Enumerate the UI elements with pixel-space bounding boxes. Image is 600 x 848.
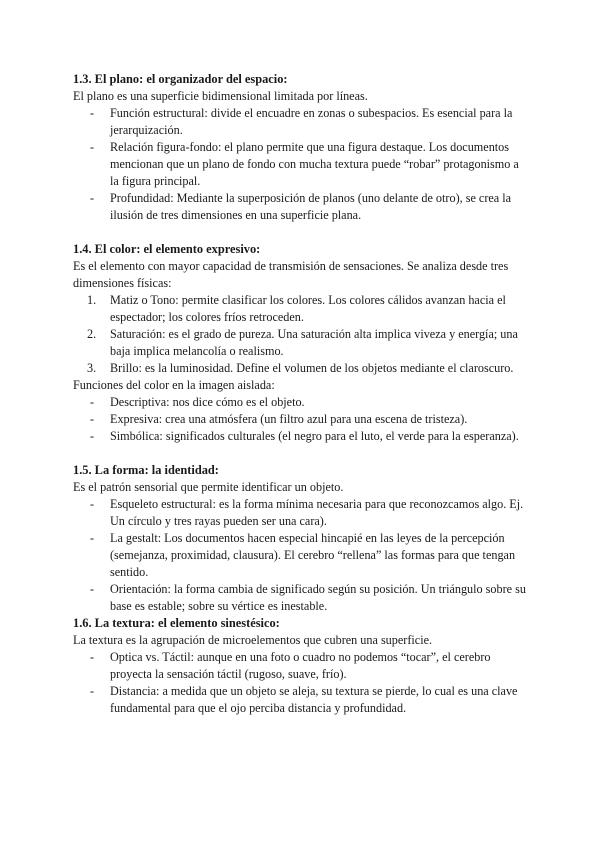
list-item-text: Esqueleto estructural: es la forma mínima necesaria para que reconozcamos algo. Ej. Un círculo y tres rayas pueden ser una cara). bbox=[110, 497, 524, 528]
list-item-text: Descriptiva: nos dice cómo es el objeto. bbox=[110, 395, 305, 409]
bullet-marker: - bbox=[90, 684, 95, 698]
numbered-list bbox=[73, 292, 528, 377]
list-item-text: Profundidad: Mediante la superposición de planos (uno delante de otro), se crea la ilusión de tres dimensiones en una superficie plana. bbox=[110, 191, 512, 222]
list-item-text: Relación figura-fondo: el plano permite que una figura destaque. Los documentos mencionan que un plano de fondo con mucha textura puede “robar” protagonismo a la figura principal. bbox=[110, 140, 519, 188]
list-item-text: Saturación: es el grado de pureza. Una saturación alta implica viveza y energía; una baja implica melancolía o realismo. bbox=[110, 327, 518, 358]
section-subintro: Funciones del color en la imagen aislada: bbox=[73, 378, 275, 392]
bullet-marker: - bbox=[90, 497, 95, 511]
list-item bbox=[73, 105, 528, 139]
bullet-marker: - bbox=[90, 531, 95, 545]
section-intro: El plano es una superficie bidimensional limitada por líneas. bbox=[73, 89, 368, 103]
section-textura bbox=[73, 615, 528, 717]
section-forma bbox=[73, 462, 528, 615]
list-item-text: Expresiva: crea una atmósfera (un filtro azul para una escena de tristeza). bbox=[110, 412, 468, 426]
number-marker: 2. bbox=[87, 327, 97, 341]
section-intro: La textura es la agrupación de microelementos que cubren una superficie. bbox=[73, 633, 433, 647]
number-marker: 1. bbox=[87, 293, 97, 307]
bullet-marker: - bbox=[90, 191, 95, 205]
list-item-text: Matiz o Tono: permite clasificar los colores. Los colores cálidos avanzan hacia el espectador; los colores fríos retroceden. bbox=[110, 293, 506, 324]
section-plano bbox=[73, 71, 528, 224]
list-item bbox=[73, 190, 528, 224]
list-item bbox=[73, 139, 528, 190]
bullet-marker: - bbox=[90, 412, 95, 426]
list-item bbox=[73, 326, 528, 360]
list-item bbox=[73, 649, 528, 683]
list-item bbox=[73, 394, 528, 411]
section-intro: Es el elemento con mayor capacidad de transmisión de sensaciones. Se analiza desde tres dimensiones físicas: bbox=[73, 259, 509, 290]
bullet-list bbox=[73, 394, 528, 445]
list-item bbox=[73, 530, 528, 581]
bullet-marker: - bbox=[90, 429, 95, 443]
section-heading: 1.6. La textura: el elemento sinestésico: bbox=[73, 616, 280, 630]
bullet-marker: - bbox=[90, 650, 95, 664]
list-item-text: Orientación: la forma cambia de significado según su posición. Un triángulo sobre su base es estable; sobre su vértice es inestable. bbox=[110, 582, 526, 613]
bullet-marker: - bbox=[90, 106, 95, 120]
list-item-text: Optica vs. Táctil: aunque en una foto o cuadro no podemos “tocar”, el cerebro proyecta la sensación táctil (rugoso, suave, frío). bbox=[110, 650, 491, 681]
bullet-marker: - bbox=[90, 140, 95, 154]
list-item-text: Simbólica: significados culturales (el negro para el luto, el verde para la esperanza). bbox=[110, 429, 519, 443]
bullet-list bbox=[73, 105, 528, 224]
bullet-marker: - bbox=[90, 582, 95, 596]
list-item-text: La gestalt: Los documentos hacen especial hincapié en las leyes de la percepción (semejanza, proximidad, clausura). El cerebro “rellena” las formas para que tengan sentido. bbox=[110, 531, 516, 579]
number-marker: 3. bbox=[87, 361, 97, 375]
section-heading: 1.5. La forma: la identidad: bbox=[73, 463, 219, 477]
list-item bbox=[73, 292, 528, 326]
section-heading: 1.4. El color: el elemento expresivo: bbox=[73, 242, 261, 256]
list-item-text: Brillo: es la luminosidad. Define el volumen de los objetos mediante el claroscuro. bbox=[110, 361, 514, 375]
bullet-list bbox=[73, 649, 528, 717]
list-item-text: Distancia: a medida que un objeto se aleja, su textura se pierde, lo cual es una clave fundamental para que el ojo perciba distancia y profundidad. bbox=[110, 684, 518, 715]
list-item bbox=[73, 581, 528, 615]
list-item bbox=[73, 360, 528, 377]
list-item bbox=[73, 411, 528, 428]
bullet-list bbox=[73, 496, 528, 615]
list-item bbox=[73, 428, 528, 445]
section-color bbox=[73, 241, 528, 445]
list-item-text: Función estructural: divide el encuadre en zonas o subespacios. Es esencial para la jerarquización. bbox=[110, 106, 513, 137]
bullet-marker: - bbox=[90, 395, 95, 409]
list-item bbox=[73, 496, 528, 530]
list-item bbox=[73, 683, 528, 717]
section-intro: Es el patrón sensorial que permite identificar un objeto. bbox=[73, 480, 344, 494]
section-heading: 1.3. El plano: el organizador del espacio: bbox=[73, 72, 288, 86]
